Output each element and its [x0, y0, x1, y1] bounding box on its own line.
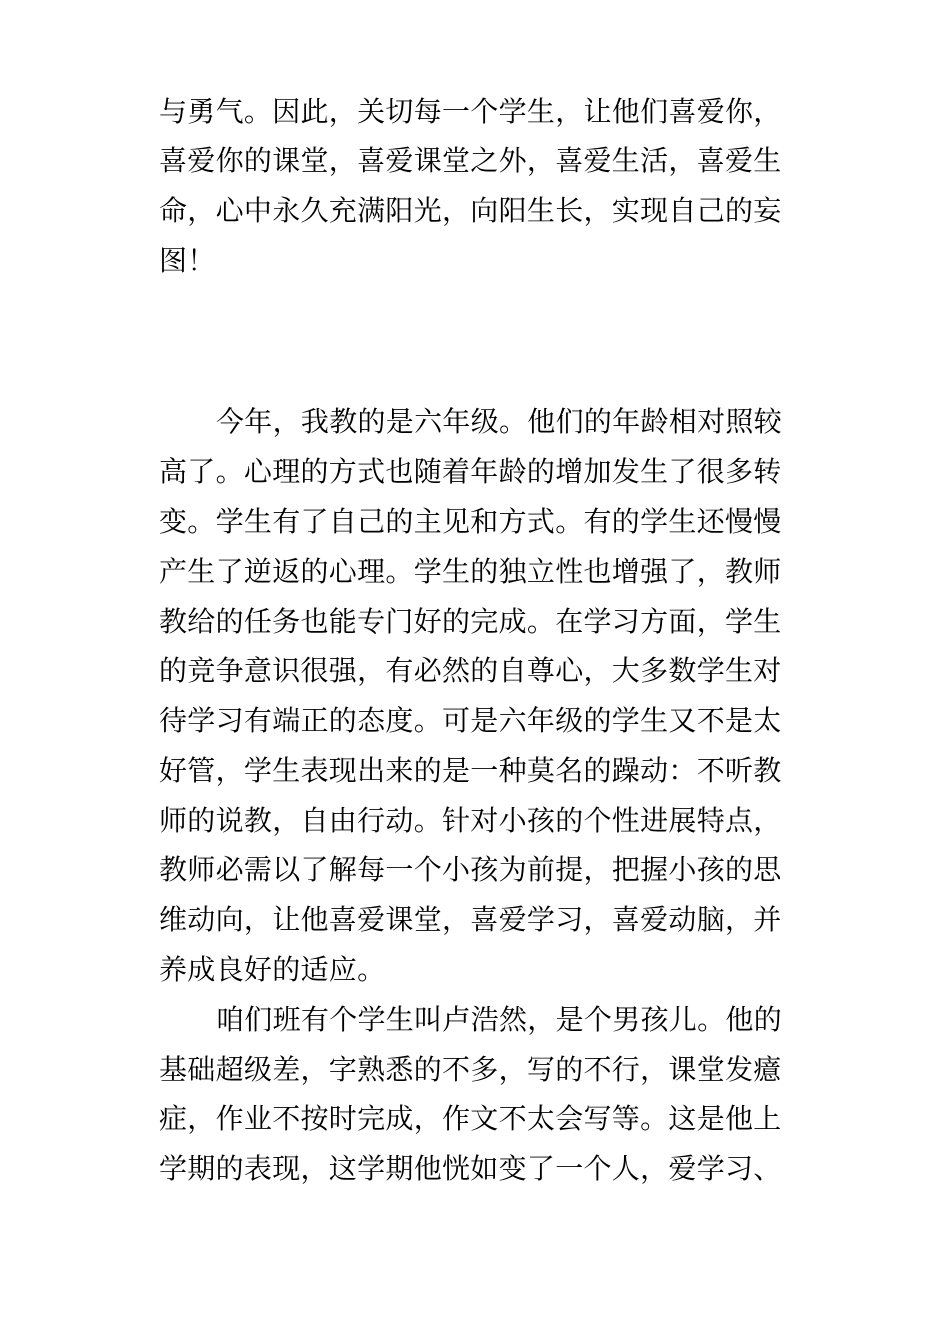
text-line: 的竞争意识很强，有必然的自尊心，大多数学生对 — [159, 654, 782, 687]
text-line: 基础超级差，字熟悉的不多，写的不行，课堂发癔 — [159, 1053, 782, 1086]
text-line: 产生了逆返的心理。学生的独立性也增强了，教师 — [159, 555, 782, 588]
text-line: 教师必需以了解每一个小孩为前提，把握小孩的思 — [159, 853, 782, 886]
text-line: 症，作业不按时完成，作文不太会写等。这是他上 — [159, 1102, 782, 1135]
text-line: 待学习有端正的态度。可是六年级的学生又不是太 — [159, 704, 782, 737]
text-line: 今年，我教的是六年级。他们的年龄相对照较 — [216, 405, 783, 438]
text-line: 与勇气。因此，关切每一个学生，让他们喜爱你， — [159, 95, 782, 128]
text-line: 教给的任务也能专门好的完成。在学习方面，学生 — [159, 605, 782, 638]
text-line: 变。学生有了自己的主见和方式。有的学生还慢慢 — [159, 505, 782, 538]
text-line: 高了。心理的方式也随着年龄的增加发生了很多转 — [159, 455, 782, 488]
text-line: 维动向，让他喜爱课堂，喜爱学习，喜爱动脑，并 — [159, 903, 782, 936]
text-line: 图！ — [159, 244, 216, 277]
text-line: 养成良好的适应。 — [159, 953, 386, 986]
text-line: 好管，学生表现出来的是一种莫名的躁动：不听教 — [159, 754, 782, 787]
text-line: 师的说教，自由行动。针对小孩的个性进展特点， — [159, 804, 782, 837]
text-line: 命，心中永久充满阳光，向阳生长，实现自己的妄 — [159, 194, 782, 227]
text-line: 学期的表现，这学期他恍如变了一个人，爱学习、 — [159, 1152, 782, 1185]
text-line: 咱们班有个学生叫卢浩然，是个男孩儿。他的 — [216, 1003, 783, 1036]
text-line: 喜爱你的课堂，喜爱课堂之外，喜爱生活，喜爱生 — [159, 144, 782, 177]
